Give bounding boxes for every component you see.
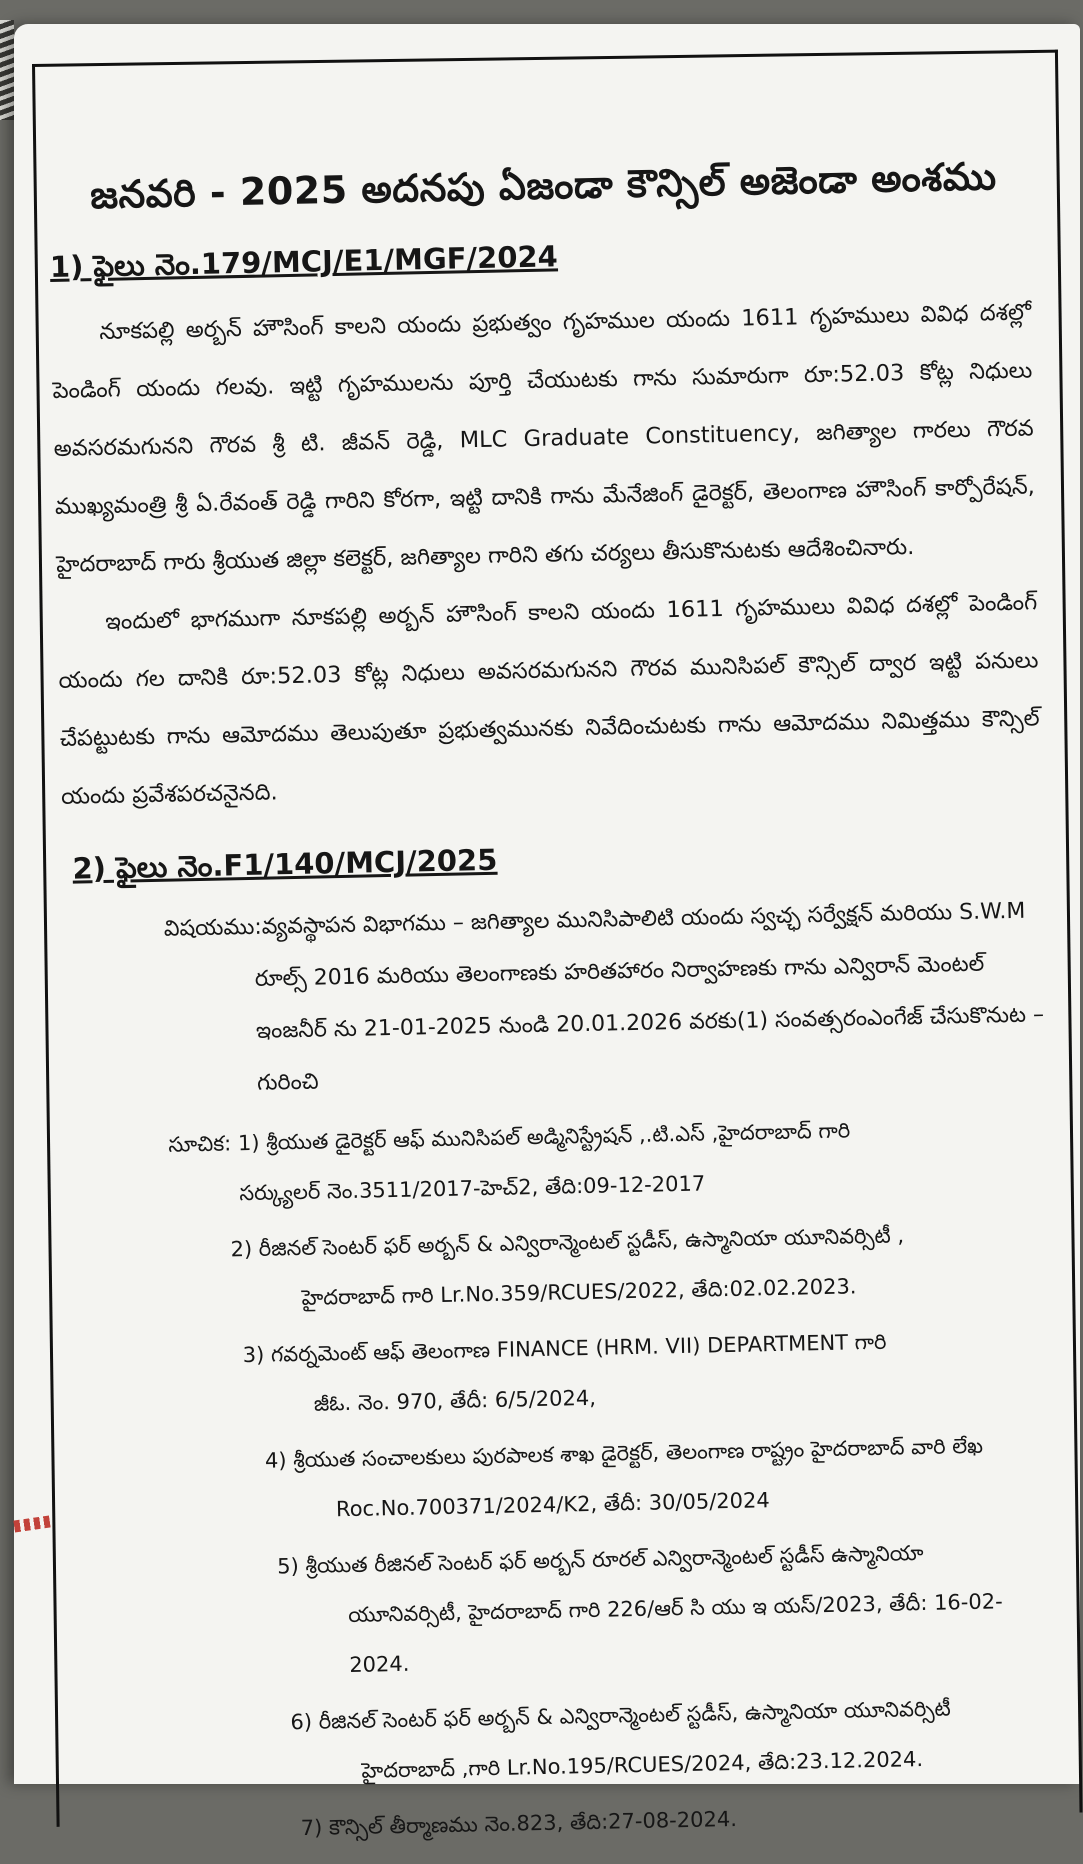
document-content — [48, 153, 1063, 1863]
reference-line: 2) రీజినల్ సెంటర్ ఫర్ అర్బన్ & ఎన్విరాన్మెంటల్ స్టడీస్, ఉస్మానియా యూనివర్సిటీ , — [230, 1223, 905, 1262]
item1-paragraph-2: ఇందులో భాగముగా నూకపల్లి అర్బన్ హౌసింగ్ కాలని యందు 1611 గృహములు వివిధ దశల్లో పెండింగ్ యందు గల దానికి రూ:52.03 కోట్ల నిధులు అవసరమగునని గౌరవ మునిసిపల్ కౌన్సిల్ ద్వార ఇట్టి పనులు చేపట్టుటకు గాను ఆమోదము తెలుపుతూ ప్రభుత్వమునకు నివేదించుటకు గాను ఆమోదము నిమిత్తము కౌన్సిల్ యందు ప్రవేశపరచనైనది. — [58, 589, 1040, 810]
document-page — [14, 24, 1080, 1841]
reference-line: 4) శ్రీయుత సంచాలకులు పురపాలక శాఖ డైరెక్టర్, తెలంగాణ రాష్ట్రం హైదరాబాద్ వారి లేఖ — [264, 1433, 984, 1473]
reference-line: Roc.No.700371/2024/K2, తేదీ: 30/05/2024 — [335, 1488, 770, 1522]
item1-heading: 1) ఫైలు నెం.179/MCJ/E1/MGF/2024 — [49, 239, 559, 284]
subject-rest: రూల్స్ 2016 మరియు తెలంగాణకు హరితహారం నిర్వాహణకు గాను ఎన్విరాన్ మెంటల్ ఇంజనీర్ ను 21-01-2025 నుండి 20.01.2026 వరకు(1) సంవత్సరంఎంగేజ్ చేసుకొనుట – గురించి — [254, 951, 1045, 1096]
reference-line: యూనివర్సిటీ, హైదరాబాద్ గారి 226/ఆర్ సి యు ఇ యస్/2023, తేదీ: 16-02-2024. — [347, 1589, 1003, 1678]
reference-line: హైదరాబాద్ గారి Lr.No.359/RCUES/2022, తేది:02.02.2023. — [301, 1274, 857, 1310]
reference-line: 5) శ్రీయుత రీజినల్ సెంటర్ ఫర్ అర్బన్ రూరల్ ఎన్విరాన్మెంటల్ స్టడీస్ ఉస్మానియా — [276, 1540, 924, 1579]
reference-item — [168, 1101, 1050, 1219]
reference-line: హైదరాబాద్ ,గారి Lr.No.195/RCUES/2024, తేది:23.12.2024. — [361, 1747, 924, 1783]
item1-paragraph-1: నూకపల్లి అర్బన్ హౌసింగ్ కాలని యందు ప్రభుత్వం గృహముల యందు 1611 గృహములు వివిధ దశల్లో పెండింగ్ యందు గలవు. ఇట్టి గృహములను పూర్తి చేయుటకు గాను సుమారుగా రూ:52.03 కోట్ల నిధులు అవసరమగునని గౌరవ శ్రీ టి. జీవన్ రెడ్డి, MLC Graduate Constituency, జగిత్యాల గారలు గౌరవ ముఖ్యమంత్రి శ్రీ ఏ.రేవంత్ రెడ్డి గారిని కోరగా, ఇట్టి దానికి గాను మేనేజింగ్ డైరెక్టర్, తెలంగాణ హౌసింగ్ కార్పోరేషన్, హైదరాబాద్ గారు శ్రీయుత జిల్లా కలెక్టర్, జగిత్యాల గారిని తగు చర్యలు తీసుకొనుటకు ఆదేశించినారు. — [52, 299, 1036, 578]
reference-item — [230, 1207, 1052, 1324]
subject-line-1: వ్యవస్థాపన విభాగము – జగిత్యాల మునిసిపాలిటి యందు స్వచ్ఛ సర్వేక్షన్ మరియు S.W.M — [261, 898, 1026, 940]
reference-line: 3) గవర్నమెంట్ ఆఫ్ తెలంగాణ FINANCE (HRM. VII) DEPARTMENT గారి — [242, 1329, 887, 1368]
references-list — [168, 1101, 1063, 1855]
reference-item — [300, 1787, 1063, 1853]
reference-line: 1) శ్రీయుత డైరెక్టర్ ఆఫ్ మునిసిపల్ అడ్మినిస్ట్రేషన్ ,.టి.ఎస్ ,హైదరాబాద్ గారి — [237, 1118, 851, 1156]
agenda-title: జనవరి - 2025 అదనపు ఏజండా కౌన్సిల్ అజెండా అంశము — [89, 154, 997, 218]
reference-item — [242, 1313, 1054, 1430]
reference-item — [277, 1525, 1060, 1691]
reference-item — [290, 1681, 1062, 1797]
references-label: సూచిక: — [168, 1131, 232, 1157]
item2-heading: 2) ఫైలు నెం.F1/140/MCJ/2025 — [72, 842, 498, 886]
reference-line: 7) కౌన్సిల్ తీర్మాణము నెం.823, తేది:27-08-2024. — [300, 1806, 738, 1841]
binder-coil — [0, 20, 14, 120]
subject-label: విషయము: — [163, 914, 263, 942]
reference-line: జీఓ. నెం. 970, తేదీ: 6/5/2024, — [313, 1385, 597, 1416]
reference-line: 6) రీజినల్ సెంటర్ ఫర్ అర్బన్ & ఎన్విరాన్మెంటల్ స్టడీస్, ఉస్మానియా యూనివర్సిటీ — [290, 1696, 951, 1735]
reference-line: సర్క్యులర్ నెం.3511/2017-హెచ్2, తేది:09-12-2017 — [239, 1171, 706, 1206]
reference-item — [264, 1419, 1056, 1536]
red-thread — [13, 1516, 50, 1533]
item2-subject — [163, 885, 1047, 1111]
